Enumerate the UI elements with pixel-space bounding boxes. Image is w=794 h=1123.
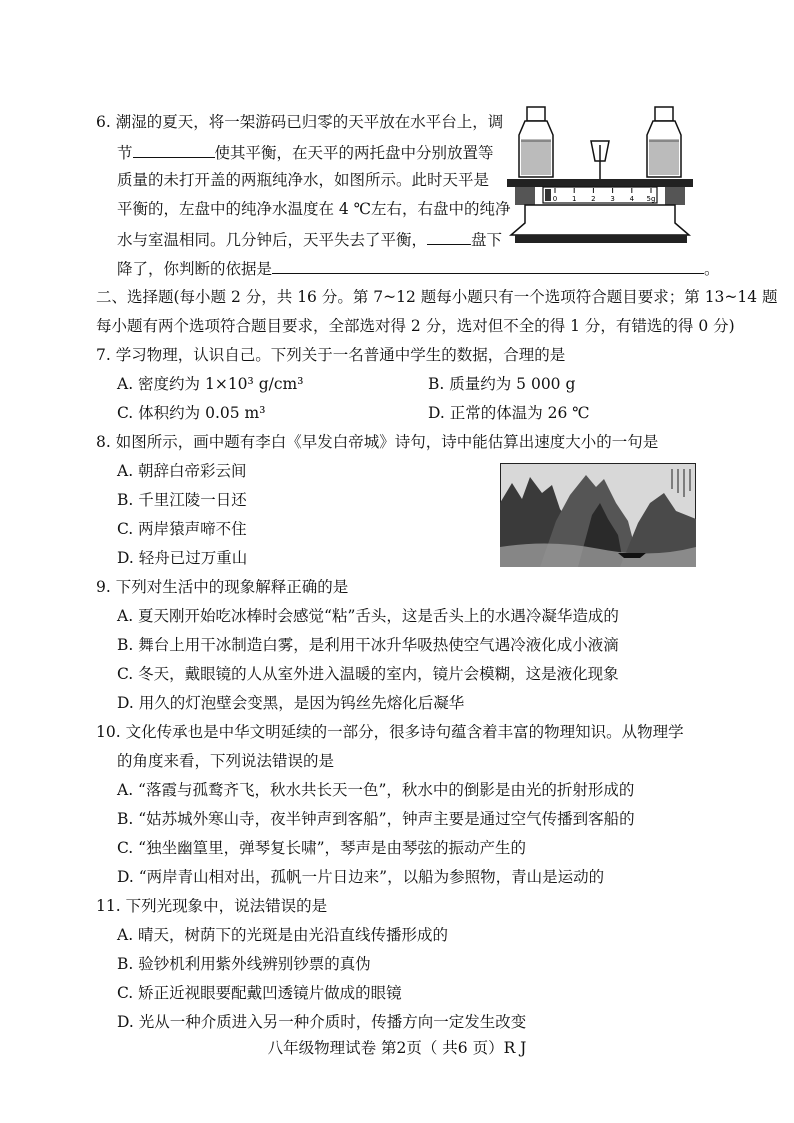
q6-line5-post: 盘下 [471,231,503,249]
section2-header-line1: 二、选择题(每小题 2 分，共 16 分。第 7~12 题每小题只有一个选项符合题目要求；第 13~14 题 [96,288,778,306]
scale-tick-label: 2 [591,195,596,203]
scale-tick-label: 4 [629,195,635,203]
q6-line1: 6. 潮湿的夏天，将一架游码已归零的天平放在水平台上，调 [96,113,504,131]
rider-scale [543,187,657,203]
q7-option-a[interactable]: A. 密度约为 1×10³ g/cm³ [117,375,304,393]
q6-line4: 平衡的，左盘中的纯净水温度在 4 ℃左右，右盘中的纯净 [117,200,511,218]
q11-option-a[interactable]: A. 晴天，树荫下的光斑是由光沿直线传播形成的 [117,926,449,944]
q8-stem: 8. 如图所示，画中题有李白《早发白帝城》诗句，诗中能估算出速度大小的一句是 [96,433,659,451]
q8-option-d[interactable]: D. 轻舟已过万重山 [117,549,248,567]
q7-stem: 7. 学习物理，认识自己。下列关于一名普通中学生的数据，合理的是 [96,346,566,364]
balance-scale-figure [505,105,695,255]
q8-option-c[interactable]: C. 两岸猿声啼不住 [117,520,247,538]
landscape-painting-figure [500,463,696,567]
q6-line6-pre: 降了，你判断的依据是 [117,260,273,278]
q6-blank-3[interactable] [272,257,704,274]
q10-stem-line1: 10. 文化传承也是中华文明延续的一部分，很多诗句蕴含着丰富的物理知识。从物理学 [96,723,684,741]
q7-option-b[interactable]: B. 质量约为 5 000 g [428,375,576,393]
rider [545,189,551,201]
scale-tick-label: 3 [610,195,615,203]
balance-pointer [591,141,609,181]
q11-option-d[interactable]: D. 光从一种介质进入另一种介质时，传播方向一定发生改变 [117,1013,527,1031]
q10-option-d[interactable]: D. “两岸青山相对出，孤帆一片日边来”，以船为参照物，青山是运动的 [117,868,605,886]
q9-option-a[interactable]: A. 夏天刚开始吃冰棒时会感觉“粘”舌头，这是舌头上的水遇冷凝华造成的 [117,607,619,625]
q10-option-b[interactable]: B. “姑苏城外寒山寺，夜半钟声到客船”，钟声主要是通过空气传播到客船的 [117,810,635,828]
q7-option-c[interactable]: C. 体积约为 0.05 m³ [117,404,266,422]
right-pan-support [665,187,685,205]
q10-option-a[interactable]: A. “落霞与孤鹜齐飞，秋水共长天一色”，秋水中的倒影是由光的折射形成的 [117,781,635,799]
q6-blank-1[interactable] [133,141,215,158]
scale-tick-label: 1 [571,195,577,203]
balance-beam [507,179,693,187]
scale-tick-label: 5g [646,195,656,203]
q6-line6-post: 。 [704,260,720,278]
q11-option-b[interactable]: B. 验钞机利用紫外线辨别钞票的真伪 [117,955,371,973]
q6-line2 [117,141,494,163]
q6-line2-pre: 节 [117,144,133,162]
q6-line6 [117,257,720,279]
q6-line3: 质量的未打开盖的两瓶纯净水，如图所示。此时天平是 [117,171,490,189]
q9-option-b[interactable]: B. 舞台上用干冰制造白雾，是利用干冰升华吸热使空气遇冷液化成小液滴 [117,636,619,654]
section2-header-line2: 每小题有两个选项符合题目要求，全部选对得 2 分，选对但不全的得 1 分，有错选的得 0 分) [96,317,735,335]
q10-stem-line2: 的角度来看，下列说法错误的是 [117,752,335,770]
q6-line5 [117,228,502,250]
q8-option-a[interactable]: A. 朝辞白帝彩云间 [117,462,247,480]
q8-option-b[interactable]: B. 千里江陵一日还 [117,491,247,509]
q11-option-c[interactable]: C. 矫正近视眼要配戴凹透镜片做成的眼镜 [117,984,402,1002]
left-water-bottle [519,107,553,177]
q6-line2-post: 使其平衡，在天平的两托盘中分别放置等 [214,144,494,162]
q9-stem: 9. 下列对生活中的现象解释正确的是 [96,578,349,596]
q6-line5-pre: 水与室温相同。几分钟后，天平失去了平衡， [117,231,428,249]
q6-blank-2[interactable] [427,228,471,245]
q7-option-d[interactable]: D. 正常的体温为 26 ℃ [428,404,590,422]
q10-option-c[interactable]: C. “独坐幽篁里，弹琴复长啸”，琴声是由琴弦的振动产生的 [117,839,527,857]
balance-base [511,205,689,235]
page-footer: 八年级物理试卷 第2页（ 共6 页）R J [267,1039,527,1057]
q9-option-d[interactable]: D. 用久的灯泡壁会变黑，是因为钨丝先熔化后凝华 [117,694,465,712]
q9-option-c[interactable]: C. 冬天，戴眼镜的人从室外进入温暖的室内，镜片会模糊，这是液化现象 [117,665,619,683]
balance-foot [515,235,687,243]
right-water-bottle [647,107,681,177]
q11-stem: 11. 下列光现象中，说法错误的是 [96,897,328,915]
left-pan-support [515,187,535,205]
scale-tick-label: 0 [552,195,558,203]
